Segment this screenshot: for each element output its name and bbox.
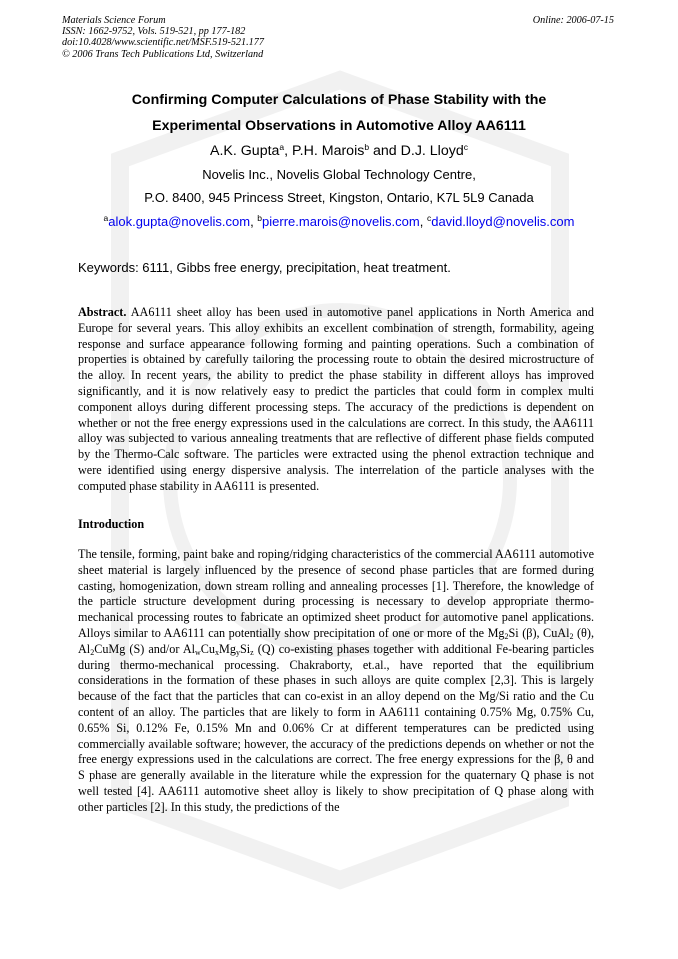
intro-text: (Q) co-existing phases together with additional Fe-bearing particles during thermo-mechanical processing. Chakraborty, et.al., have reported that the equilibrium considerations in the formation of these phases in such alloys are quite complex [2,3]. This is largely because of the fact that the particles that can co-exist in an alloy depend on the Mg/Si ratio and the Cu content of an alloy. The particles that are likely to form in AA6111 containing 0.75% Mg, 0.75% Cu, 0.65% Si, 0.12% Fe, 0.15% Mn and 0.06% Cr at different temperatures can be predicted using commercially available software; however, the accuracy of the predictions depends on whether or not the free energy expressions used in the calculations are correct. The free energy expressions for the β, θ and S phase are generally available in the literature while the expression for the quaternary Q phase is not well tested [4]. AA6111 automotive sheet alloy is likely to show precipitation of Q phase along with other particles [2]. In this study, the predictions of the <box>78 641 594 814</box>
title-line-1: Confirming Computer Calculations of Phase Stability with the <box>131 92 547 108</box>
author-name: A.K. Gupta <box>210 143 280 159</box>
author-affiliation-mark: c <box>463 142 468 152</box>
email-separator: , <box>419 214 427 229</box>
email-mark: a <box>103 213 109 223</box>
author-emails <box>0 212 678 232</box>
doi-line: doi:10.4028/www.scientific.net/MSF.519-521.177 <box>62 37 264 49</box>
copyright-line: © 2006 Trans Tech Publications Ltd, Switzerland <box>62 48 264 60</box>
email-link[interactable]: alok.gupta@novelis.com <box>108 214 251 229</box>
online-date: Online: 2006-07-15 <box>532 15 614 26</box>
email-mark: b <box>257 213 263 223</box>
author-separator: and <box>369 143 401 159</box>
abstract-text: AA6111 sheet alloy has been used in automotive panel applications in North America and Europe for several years. This alloy exhibits an excellent combination of strength, formability, ageing response and surface appearance following forming and painting operations. Such a combination of properties is obtained by carefully tailoring the processing route to obtain the desired microstructure of the alloy. In recent years, the ability to predict the phase stability in different alloys has improved significantly, and it is now relatively easy to predict the particles that could form in complex multi component alloys during different processing steps. The accuracy of the predictions is dependent on whether or not the free energy expressions used in the calculations are correct. In this study, the AA6111 alloy was subjected to various annealing treatments that are reflective of different phase fields computed by the Thermo-Calc software. The particles were extracted using the phenol extraction technique and were identified using energy dispersive analysis. The interrelation of the particle analyses with the computed phase stability in AA6111 is presented. <box>78 305 594 493</box>
subscript: w <box>195 647 201 657</box>
intro-text: Cu <box>200 641 216 656</box>
subscript: x <box>215 647 220 657</box>
intro-text: The tensile, forming, paint bake and roping/ridging characteristics of the commercial AA6111 automotive sheet material is largely influenced by the presence of second phase particles that are formed during casting, homogenization, down stream rolling and annealing processes [1]. Therefore, the knowledge of the particle structure development during processing is necessary to develop appropriate thermo-mechanical processing routes to fabricate an optimized sheet product for automotive panel applications. Alloys similar to AA6111 can potentially show precipitation of one or more of the Mg <box>78 547 594 640</box>
subscript: 2 <box>90 647 95 657</box>
author-name: P.H. Marois <box>292 143 365 159</box>
affiliation-line-2: P.O. 8400, 945 Princess Street, Kingston, Ontario, K7L 5L9 Canada <box>144 190 534 205</box>
publication-info <box>62 15 264 60</box>
abstract-label: Abstract. <box>78 305 127 319</box>
introduction-paragraph <box>78 547 594 816</box>
subscript: 2 <box>569 631 574 641</box>
affiliation-line-1: Novelis Inc., Novelis Global Technology Centre, <box>202 167 476 182</box>
keywords: Keywords: 6111, Gibbs free energy, precipitation, heat treatment. <box>78 260 451 275</box>
email-link[interactable]: david.lloyd@novelis.com <box>431 214 575 229</box>
intro-text: Si <box>239 641 251 656</box>
paper-title <box>40 87 638 139</box>
subscript: y <box>235 647 240 657</box>
author-affiliation-mark: b <box>364 142 370 152</box>
author-list <box>0 140 678 162</box>
subscript: 2 <box>504 631 509 641</box>
author-name: D.J. Lloyd <box>400 143 464 159</box>
subscript: z <box>250 647 254 657</box>
intro-text: Si (β), CuAl <box>508 625 570 640</box>
email-separator: , <box>250 214 258 229</box>
intro-text: Mg <box>219 641 236 656</box>
title-line-2: Experimental Observations in Automotive Alloy AA6111 <box>152 118 526 134</box>
abstract-paragraph <box>78 305 594 495</box>
intro-text: CuMg (S) and/or Al <box>94 641 196 656</box>
author-affiliation-mark: a <box>279 142 285 152</box>
section-heading-introduction: Introduction <box>78 517 145 531</box>
intro-text: (θ), Al <box>78 625 594 656</box>
issn-line: ISSN: 1662-9752, Vols. 519-521, pp 177-182 <box>62 26 246 38</box>
email-link[interactable]: pierre.marois@novelis.com <box>262 214 420 229</box>
author-separator: , <box>284 143 293 159</box>
email-mark: c <box>426 213 432 223</box>
journal-name: Materials Science Forum <box>62 15 166 26</box>
